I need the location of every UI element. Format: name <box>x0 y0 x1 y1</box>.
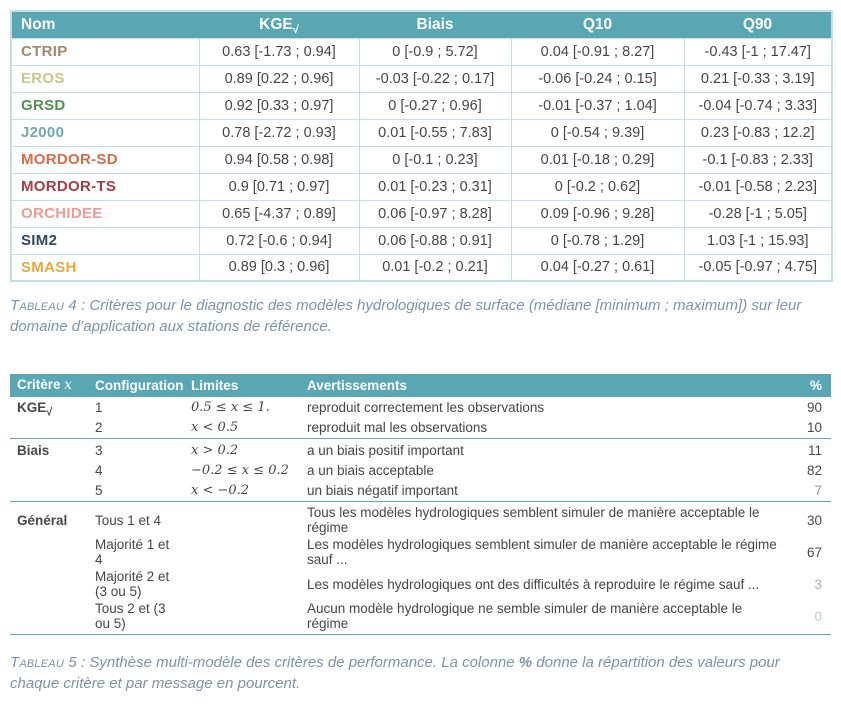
warning-text: Aucun modèle hydrologique ne semble simuler de manière acceptable le régime <box>300 600 786 635</box>
table5-caption <box>10 652 831 695</box>
table5-caption-text-1: Synthèse multi-modèle des critères de performance. La colonne <box>89 654 519 672</box>
kge-value: 0.89 [0.3 ; 0.96] <box>199 254 359 281</box>
pct-value: 82 <box>806 462 822 478</box>
table-row-eros <box>11 65 832 92</box>
biais-value: 0.01 [-0.23 ; 0.31] <box>359 173 511 200</box>
q10-value: 0 [-0.2 ; 0.62] <box>511 173 684 200</box>
biais-value: 0 [-0.9 ; 5.72] <box>359 38 511 65</box>
caption-separator: : <box>76 297 90 314</box>
q90-value: -0.04 [-0.74 ; 3.33] <box>684 92 832 119</box>
model-name: EROS <box>11 65 199 92</box>
q10-value: 0.04 [-0.91 ; 8.27] <box>511 38 684 65</box>
model-name: J2000 <box>11 119 199 146</box>
configuration-value: Tous 2 et (3 ou 5) <box>88 600 184 635</box>
criteria-table-header <box>10 374 831 397</box>
table5-caption-text-2: donne la répartition des valeurs pour chaque critère et par message en pourcent. <box>10 654 780 693</box>
criterion-label <box>10 600 88 635</box>
col-header-q10: Q10 <box>511 11 684 38</box>
models-criteria-table <box>10 10 833 282</box>
limits-formula <box>184 568 300 600</box>
col-header-pct: % <box>786 374 831 397</box>
configuration-value: Majorité 1 et 4 <box>95 537 170 568</box>
biais-value: -0.03 [-0.22 ; 0.17] <box>359 65 511 92</box>
biais-value: 0.06 [-0.97 ; 8.28] <box>359 200 511 227</box>
pct-value: 7 <box>814 483 822 499</box>
model-name: ORCHIDEE <box>11 200 199 227</box>
criteria-synthesis-table <box>10 374 831 636</box>
col-header-limites: Limites <box>184 374 300 397</box>
sqrt-subscript: √ <box>46 406 53 419</box>
row-general-majorite-1-4 <box>10 536 831 568</box>
table4-caption-label: Tableau 4 <box>10 297 77 314</box>
configuration-value: 1 <box>95 399 103 415</box>
row-kge-2 <box>10 418 831 439</box>
configuration-value: Tous 1 et 4 <box>88 502 184 537</box>
warning-text: un biais négatif important <box>307 483 458 499</box>
limits-formula: x < −0.2 <box>191 483 250 499</box>
col-header-avertissements: Avertissements <box>300 374 786 397</box>
warning-text: Les modèles hydrologiques semblent simuler de manière acceptable le régime sauf ... <box>307 537 777 568</box>
criterion-label <box>10 481 88 502</box>
models-table-header <box>11 11 832 38</box>
table-row-j2000 <box>11 119 832 146</box>
limits-formula <box>184 600 300 635</box>
row-biais-5 <box>10 481 831 502</box>
table-row-grsd <box>11 92 832 119</box>
col-header-nom: Nom <box>11 11 199 38</box>
q90-value: 1.03 [-1 ; 15.93] <box>684 227 832 254</box>
pct-value: 90 <box>806 399 822 415</box>
kge-value: 0.89 [0.22 ; 0.96] <box>199 65 359 92</box>
biais-value: 0.01 [-0.55 ; 7.83] <box>359 119 511 146</box>
pct-value: 3 <box>814 576 822 592</box>
biais-value: 0.01 [-0.2 ; 0.21] <box>359 254 511 281</box>
criterion-label <box>10 460 88 481</box>
criterion-label: Biais <box>10 439 88 460</box>
q90-value: 0.21 [-0.33 ; 3.19] <box>684 65 832 92</box>
table-row-mordor-sd <box>11 146 832 173</box>
q10-value: -0.06 [-0.24 ; 0.15] <box>511 65 684 92</box>
col-header-configuration: Configuration <box>88 374 184 397</box>
criterion-label <box>10 568 88 600</box>
configuration-value: 5 <box>95 483 103 499</box>
limits-formula: x < 0.5 <box>191 420 239 436</box>
q10-value: 0 [-0.78 ; 1.29] <box>511 227 684 254</box>
sqrt-subscript: √ <box>292 23 299 36</box>
configuration-value: Majorité 2 et (3 ou 5) <box>95 569 170 600</box>
model-name: SIM2 <box>11 227 199 254</box>
warning-text: reproduit correctement les observations <box>307 399 545 415</box>
table-row-orchidee <box>11 200 832 227</box>
col-header-q90: Q90 <box>684 11 832 38</box>
row-kge-1 <box>10 397 831 418</box>
col-header-biais: Biais <box>359 11 511 38</box>
row-biais-4 <box>10 460 831 481</box>
kge-value: 0.63 [-1.73 ; 0.94] <box>199 38 359 65</box>
model-name: MORDOR-TS <box>11 173 199 200</box>
limits-formula <box>184 536 300 568</box>
limits-formula: −0.2 ≤ x ≤ 0.2 <box>191 462 289 478</box>
q90-value: -0.1 [-0.83 ; 2.33] <box>684 146 832 173</box>
table5-caption-label: Tableau 5 <box>10 654 77 672</box>
q90-value: -0.01 [-0.58 ; 2.23] <box>684 173 832 200</box>
table-row-ctrip <box>11 38 832 65</box>
pct-value: 11 <box>786 439 831 460</box>
col-header-kge: $KGE_√$ <box>199 11 359 38</box>
pct-value: 10 <box>806 420 822 436</box>
biais-value: 0 [-0.1 ; 0.23] <box>359 146 511 173</box>
col-header-critere: Critère x <box>10 374 88 397</box>
model-name: CTRIP <box>11 38 199 65</box>
table-row-smash <box>11 254 832 281</box>
criteria-table-body <box>10 397 831 635</box>
limits-formula: 0.5 ≤ x ≤ 1. <box>191 399 270 415</box>
warning-text: a un biais positif important <box>300 439 786 460</box>
q10-value: 0.01 [-0.18 ; 0.29] <box>511 146 684 173</box>
q10-value: 0.04 [-0.27 ; 0.61] <box>511 254 684 281</box>
warning-text: Tous les modèles hydrologiques semblent simuler de manière acceptable le régime <box>300 502 786 537</box>
model-name: SMASH <box>11 254 199 281</box>
kge-value: 0.78 [-2.72 ; 0.93] <box>199 119 359 146</box>
q10-value: 0 [-0.54 ; 9.39] <box>511 119 684 146</box>
q90-value: 0.23 [-0.83 ; 12.2] <box>684 119 832 146</box>
caption-separator: : <box>76 654 90 672</box>
configuration-value: 4 <box>95 462 103 478</box>
warning-text: Les modèles hydrologiques ont des difficultés à reproduire le régime sauf ... <box>307 576 760 592</box>
math-x-symbol: x <box>64 377 72 394</box>
configuration-value: 3 <box>88 439 184 460</box>
warning-text: a un biais acceptable <box>307 462 434 478</box>
biais-value: 0 [-0.27 ; 0.96] <box>359 92 511 119</box>
pct-symbol-bold: % <box>518 654 533 672</box>
table-row-mordor-ts <box>11 173 832 200</box>
models-table-body <box>11 38 832 281</box>
row-general-tous-2-35 <box>10 600 831 635</box>
criterion-label <box>10 536 88 568</box>
limits-formula <box>184 502 300 537</box>
table-row-sim2 <box>11 227 832 254</box>
table4-caption-text: Critères pour le diagnostic des modèles hydrologiques de surface (médiane [minimum ; maximum]) sur leur domaine d’application aux stations de référence. <box>10 297 802 336</box>
biais-value: 0.06 [-0.88 ; 0.91] <box>359 227 511 254</box>
table4-caption <box>10 295 831 338</box>
pct-value: 0 <box>786 600 831 635</box>
kge-value: 0.65 [-4.37 ; 0.89] <box>199 200 359 227</box>
q10-value: 0.09 [-0.96 ; 9.28] <box>511 200 684 227</box>
kge-value: 0.9 [0.71 ; 0.97] <box>199 173 359 200</box>
q10-value: -0.01 [-0.37 ; 1.04] <box>511 92 684 119</box>
limits-formula: x > 0.2 <box>184 439 300 460</box>
header-row <box>11 11 832 38</box>
criterion-label: $KGE_√$ <box>17 399 53 419</box>
q90-value: -0.28 [-1 ; 5.05] <box>684 200 832 227</box>
row-biais-3 <box>10 439 831 460</box>
header-row <box>10 374 831 397</box>
criterion-label: Général <box>10 502 88 537</box>
kge-value: 0.72 [-0.6 ; 0.94] <box>199 227 359 254</box>
q90-value: -0.05 [-0.97 ; 4.75] <box>684 254 832 281</box>
pct-value: 67 <box>806 544 822 560</box>
q90-value: -0.43 [-1 ; 17.47] <box>684 38 832 65</box>
row-general-majorite-2-35 <box>10 568 831 600</box>
criterion-label <box>10 418 88 439</box>
kge-value: 0.92 [0.33 ; 0.97] <box>199 92 359 119</box>
pct-value: 30 <box>786 502 831 537</box>
warning-text: reproduit mal les observations <box>307 420 488 436</box>
model-name: MORDOR-SD <box>11 146 199 173</box>
configuration-value: 2 <box>95 420 103 436</box>
row-general-tous-1-4 <box>10 502 831 537</box>
model-name: GRSD <box>11 92 199 119</box>
kge-value: 0.94 [0.58 ; 0.98] <box>199 146 359 173</box>
